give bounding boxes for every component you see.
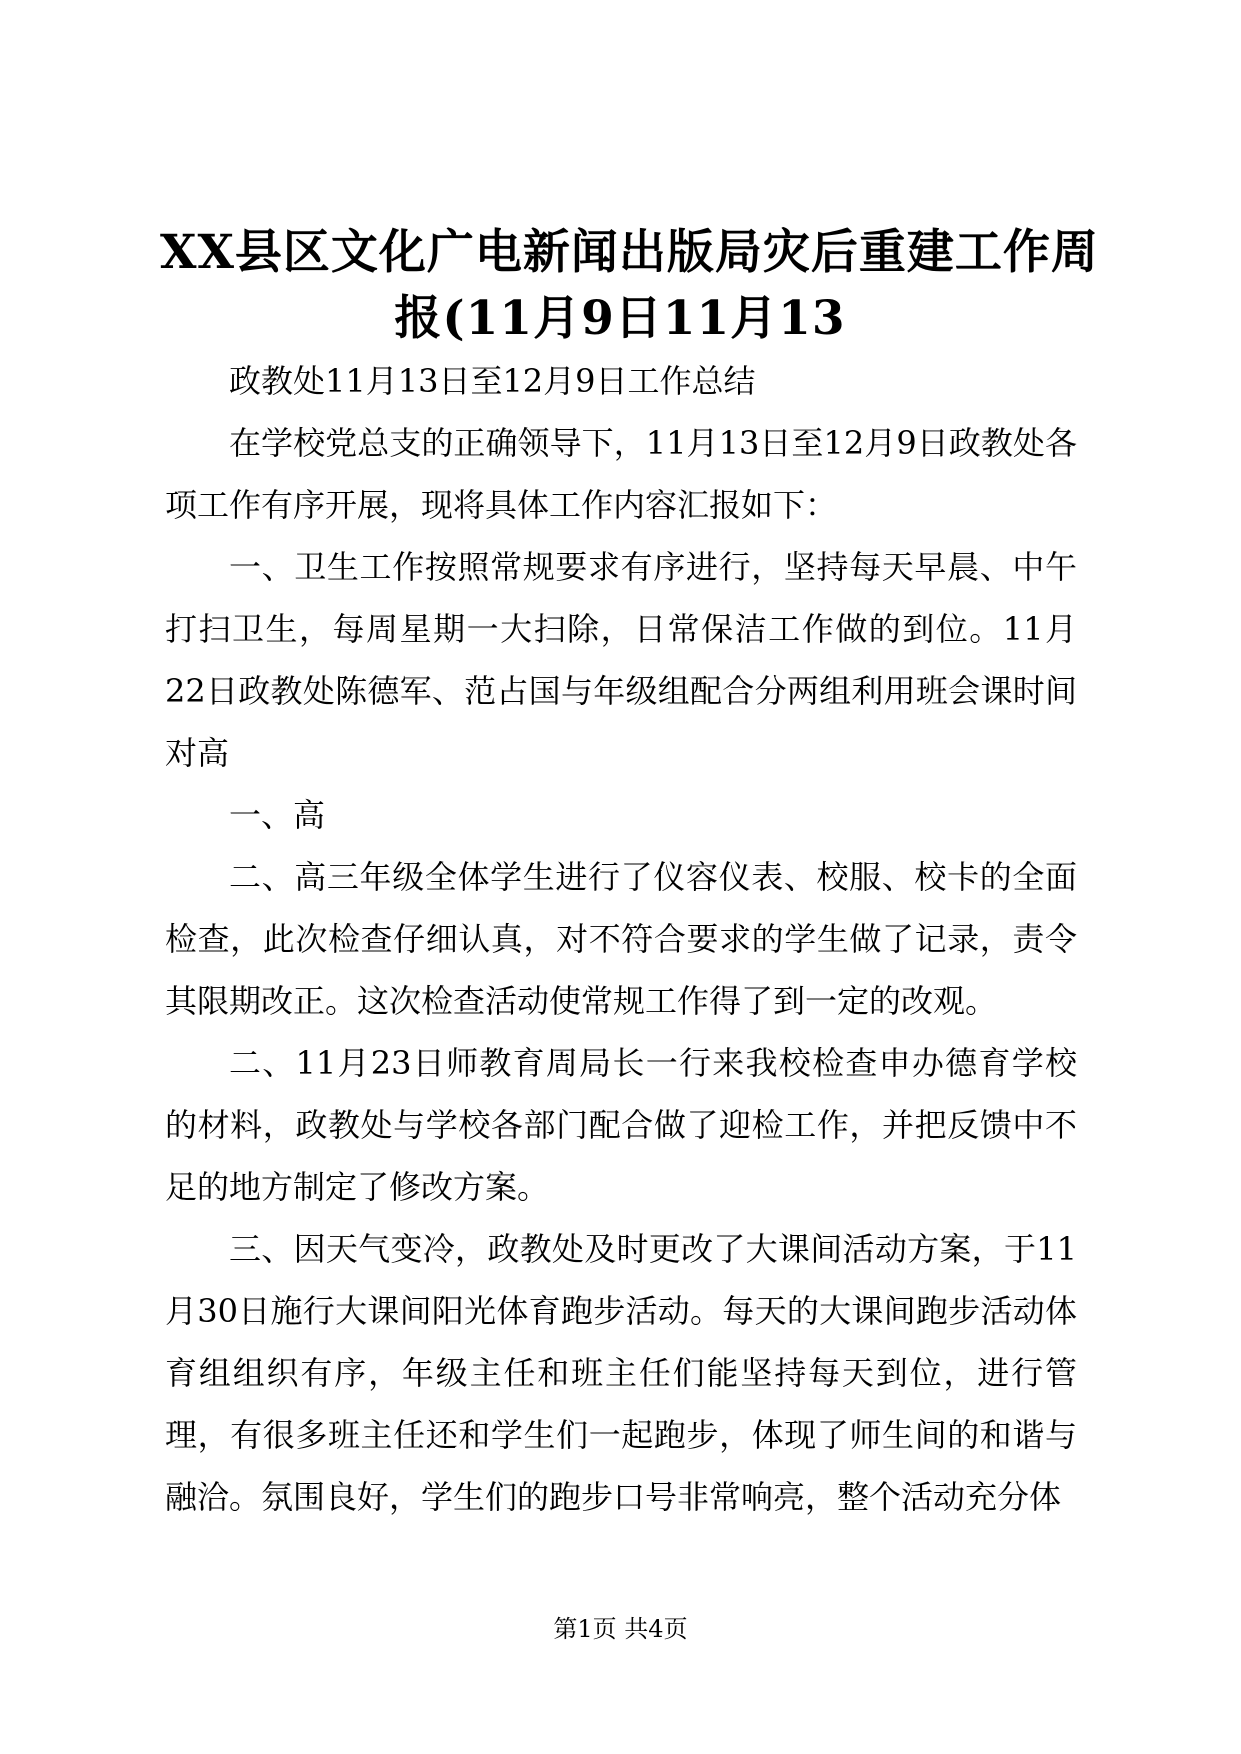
document-body <box>165 350 1077 1528</box>
title-line-2: 报(11月9日11月13 <box>394 291 846 346</box>
page-footer: 第1页 共4页 <box>553 1615 688 1643</box>
paragraph-review: 二、11月23日师教育周局长一行来我校检查申办德育学校的材料，政教处与学校各部门配合做了迎检工作，并把反馈中不足的地方制定了修改方案。 <box>165 1044 1077 1206</box>
document-title <box>160 220 1099 352</box>
paragraph-heading: 政教处11月13日至12月9日工作总结 <box>229 362 756 400</box>
paragraph-fragment: 一、高 <box>229 796 326 834</box>
paragraph-inspection: 二、高三年级全体学生进行了仪容仪表、校服、校卡的全面检查，此次检查仔细认真，对不符合要求的学生做了记录，责令其限期改正。这次检查活动使常规工作得了到一定的改观。 <box>165 858 1077 1020</box>
paragraph-exercise: 三、因天气变冷，政教处及时更改了大课间活动方案，于11月30日施行大课间阳光体育跑步活动。每天的大课间跑步活动体育组组织有序，年级主任和班主任们能坚持每天到位，进行管理，有很多班主任还和学生们一起跑步，体现了师生间的和谐与融洽。氛围良好，学生们的跑步口号非常响亮，整个活动充分体 <box>165 1230 1077 1516</box>
paragraph-intro: 在学校党总支的正确领导下，11月13日至12月9日政教处各项工作有序开展，现将具体工作内容汇报如下： <box>165 424 1077 524</box>
title-line-1: XX县区文化广电新闻出版局灾后重建工作周 <box>160 225 1099 280</box>
paragraph-sanitation: 一、卫生工作按照常规要求有序进行，坚持每天早晨、中午打扫卫生，每周星期一大扫除，日常保洁工作做的到位。11月22日政教处陈德军、范占国与年级组配合分两组利用班会课时间对高 <box>165 548 1077 772</box>
